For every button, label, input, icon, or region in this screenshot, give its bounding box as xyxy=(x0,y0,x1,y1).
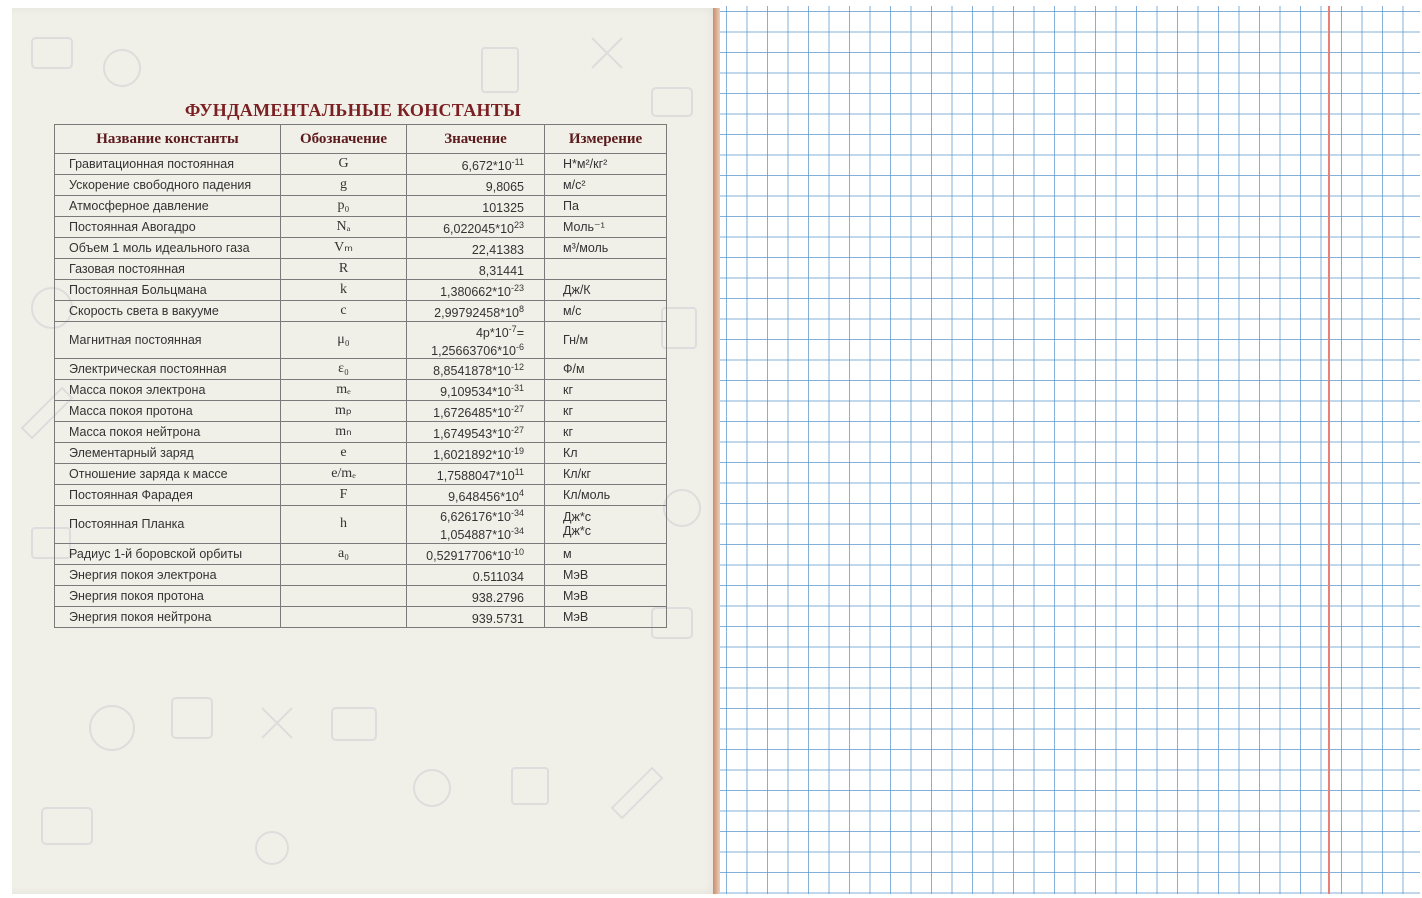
constant-value xyxy=(407,564,545,585)
constant-symbol xyxy=(281,564,407,585)
constant-unit xyxy=(545,154,667,175)
table-row xyxy=(55,380,667,401)
constant-name: Атмосферное давление xyxy=(55,196,281,217)
value-suffix: = xyxy=(516,326,524,341)
unit-line-2: Дж*с xyxy=(563,524,591,539)
unit-line: МэВ xyxy=(563,567,589,582)
table-row xyxy=(55,564,667,585)
constant-symbol: R xyxy=(281,259,407,280)
value-exponent: -23 xyxy=(510,282,524,293)
constant-value xyxy=(407,196,545,217)
constant-value xyxy=(407,506,545,543)
constant-value xyxy=(407,422,545,443)
constant-name: Объем 1 моль идеального газа xyxy=(55,238,281,259)
value-mantissa: 101325 xyxy=(482,201,524,216)
table-row xyxy=(55,359,667,380)
unit-line: Гн/м xyxy=(563,333,589,348)
value-exponent-2: -34 xyxy=(510,526,524,537)
value-mantissa: 1,6021892*10 xyxy=(433,448,511,463)
header-unit: Измерение xyxy=(545,125,667,154)
unit-line: Н*м²/кг² xyxy=(563,157,608,171)
constant-unit xyxy=(545,401,667,422)
value-mantissa: 9,109534*10 xyxy=(440,385,511,400)
value-exponent: 23 xyxy=(513,219,524,230)
unit-line: Па xyxy=(563,199,579,213)
table-row xyxy=(55,543,667,564)
constant-value xyxy=(407,280,545,301)
unit-line: МэВ xyxy=(563,609,589,624)
constant-unit xyxy=(545,301,667,322)
value-mantissa: 0,52917706*10 xyxy=(426,548,511,563)
constant-value xyxy=(407,543,545,564)
value-mantissa: 1,380662*10 xyxy=(440,285,511,300)
header-value: Значение xyxy=(407,125,545,154)
value-mantissa: 9,8065 xyxy=(485,180,524,195)
unit-line: Дж*с xyxy=(563,510,591,525)
constant-symbol: c xyxy=(281,301,407,322)
value-mantissa: 8,8541878*10 xyxy=(433,364,511,379)
constant-symbol: h xyxy=(281,506,407,543)
value-mantissa: 22,41383 xyxy=(471,243,524,258)
constant-unit xyxy=(545,359,667,380)
constant-value xyxy=(407,464,545,485)
table-row xyxy=(55,238,667,259)
constant-name: Отношение заряда к массе xyxy=(55,464,281,485)
constant-unit xyxy=(545,217,667,238)
header-symbol: Обозначение xyxy=(281,125,407,154)
constant-name: Масса покоя нейтрона xyxy=(55,422,281,443)
constant-unit xyxy=(545,443,667,464)
constant-name: Магнитная постоянная xyxy=(55,322,281,359)
constant-unit xyxy=(545,564,667,585)
value-exponent: 4 xyxy=(518,488,524,499)
constant-name: Энергия покоя протона xyxy=(55,585,281,606)
constant-name: Скорость света в вакууме xyxy=(55,301,281,322)
table-row xyxy=(55,217,667,238)
value-mantissa: 1,6749543*10 xyxy=(433,427,511,442)
grid-page xyxy=(720,6,1420,894)
constants-table xyxy=(54,124,667,628)
value-mantissa: 1,7588047*10 xyxy=(436,469,515,484)
constant-symbol: mₑ xyxy=(281,380,407,401)
value-mantissa-2: 1,054887*10 xyxy=(440,528,511,543)
constant-unit xyxy=(545,464,667,485)
constant-symbol: ε₀ xyxy=(281,359,407,380)
unit-line: м xyxy=(563,546,572,561)
value-mantissa: 4p*10 xyxy=(475,326,509,341)
constant-symbol: μ₀ xyxy=(281,322,407,359)
constant-name: Элементарный заряд xyxy=(55,443,281,464)
table-row xyxy=(55,322,667,359)
constant-value xyxy=(407,238,545,259)
constant-value xyxy=(407,175,545,196)
constant-unit xyxy=(545,422,667,443)
table-row xyxy=(55,301,667,322)
constant-unit xyxy=(545,196,667,217)
unit-line: кг xyxy=(563,425,574,440)
unit-line: м/с² xyxy=(563,178,586,192)
table-row xyxy=(55,606,667,627)
constant-value xyxy=(407,585,545,606)
constant-symbol: mₚ xyxy=(281,401,407,422)
unit-line: Ф/м xyxy=(563,362,585,377)
constant-name: Постоянная Планка xyxy=(55,506,281,543)
constant-name: Энергия покоя электрона xyxy=(55,564,281,585)
constant-name: Гравитационная постоянная xyxy=(55,154,281,175)
value-mantissa: 9,648456*10 xyxy=(448,490,519,505)
value-exponent: -27 xyxy=(510,404,524,415)
constant-symbol: e/mₑ xyxy=(281,464,407,485)
constant-value xyxy=(407,485,545,506)
constant-unit xyxy=(545,238,667,259)
constant-value xyxy=(407,154,545,175)
table-row xyxy=(55,401,667,422)
table-row xyxy=(55,175,667,196)
value-exponent: -19 xyxy=(510,446,524,457)
constant-name: Постоянная Фарадея xyxy=(55,485,281,506)
constant-value xyxy=(407,359,545,380)
header-name: Название константы xyxy=(55,125,281,154)
unit-line: Кл xyxy=(563,446,578,461)
constant-unit xyxy=(545,322,667,359)
table-row xyxy=(55,154,667,175)
constant-symbol: Nₐ xyxy=(281,217,407,238)
value-mantissa: 939.5731 xyxy=(471,611,524,626)
constant-symbol: e xyxy=(281,443,407,464)
constant-value xyxy=(407,606,545,627)
constant-value xyxy=(407,380,545,401)
constant-value xyxy=(407,301,545,322)
constant-unit xyxy=(545,506,667,543)
value-mantissa-2: 1,25663706*10 xyxy=(431,344,516,359)
constant-name: Энергия покоя нейтрона xyxy=(55,606,281,627)
value-exponent-2: -6 xyxy=(515,342,524,353)
constant-symbol: g xyxy=(281,175,407,196)
table-row xyxy=(55,443,667,464)
constant-symbol: p₀ xyxy=(281,196,407,217)
table-header-row xyxy=(55,125,667,154)
value-exponent: -7 xyxy=(508,324,517,334)
constant-name: Радиус 1-й боровской орбиты xyxy=(55,543,281,564)
unit-line: м³/моль xyxy=(563,241,609,255)
constant-name: Электрическая постоянная xyxy=(55,359,281,380)
value-exponent: -12 xyxy=(510,362,524,373)
table-row xyxy=(55,464,667,485)
constant-unit xyxy=(545,585,667,606)
constant-value xyxy=(407,322,545,359)
constant-value xyxy=(407,217,545,238)
table-row xyxy=(55,506,667,543)
constant-unit xyxy=(545,543,667,564)
value-mantissa: 938.2796 xyxy=(471,590,524,605)
constant-unit xyxy=(545,606,667,627)
constant-symbol xyxy=(281,585,407,606)
constant-symbol: F xyxy=(281,485,407,506)
value-mantissa: 8,31441 xyxy=(478,264,524,279)
constant-symbol xyxy=(281,606,407,627)
constant-name: Масса покоя электрона xyxy=(55,380,281,401)
page-title: ФУНДАМЕНТАЛЬНЫЕ КОНСТАНТЫ xyxy=(184,100,522,120)
unit-line: Кл/моль xyxy=(563,488,611,503)
constant-name: Масса покоя протона xyxy=(55,401,281,422)
constant-value xyxy=(407,259,545,280)
constant-unit xyxy=(545,259,667,280)
unit-line: МэВ xyxy=(563,588,589,603)
unit-line: кг xyxy=(563,383,574,398)
value-mantissa: 6,626176*10 xyxy=(440,510,511,525)
value-exponent: -11 xyxy=(511,156,524,167)
value-exponent: 8 xyxy=(518,303,524,314)
constant-name: Постоянная Авогадро xyxy=(55,217,281,238)
table-row xyxy=(55,196,667,217)
constant-symbol: a₀ xyxy=(281,543,407,564)
value-exponent: -27 xyxy=(510,425,524,436)
constant-symbol: G xyxy=(281,154,407,175)
value-exponent: -31 xyxy=(510,383,524,394)
table-row xyxy=(55,422,667,443)
unit-line: Моль⁻¹ xyxy=(563,220,605,234)
constant-value xyxy=(407,443,545,464)
constant-name: Постоянная Больцмана xyxy=(55,280,281,301)
constant-symbol: Vₘ xyxy=(281,238,407,259)
unit-line: Дж/К xyxy=(563,283,591,297)
table-row xyxy=(55,585,667,606)
value-exponent: -10 xyxy=(510,546,524,557)
table-row xyxy=(55,259,667,280)
value-mantissa: 6,022045*10 xyxy=(443,222,514,237)
value-exponent: -34 xyxy=(510,508,524,519)
unit-line: Кл/кг xyxy=(563,467,592,482)
constant-symbol: k xyxy=(281,280,407,301)
constant-unit xyxy=(545,380,667,401)
constant-name: Ускорение свободного падения xyxy=(55,175,281,196)
value-mantissa: 1,6726485*10 xyxy=(433,406,511,421)
unit-line: кг xyxy=(563,404,574,419)
value-mantissa: 2,99792458*10 xyxy=(434,306,519,321)
table-row xyxy=(55,485,667,506)
constant-name: Газовая постоянная xyxy=(55,259,281,280)
constant-unit xyxy=(545,280,667,301)
constant-unit xyxy=(545,175,667,196)
value-mantissa: 0.511034 xyxy=(472,569,524,584)
constant-value xyxy=(407,401,545,422)
unit-line: м/с xyxy=(563,304,582,318)
constant-symbol: mₙ xyxy=(281,422,407,443)
value-exponent: 11 xyxy=(514,467,524,478)
value-mantissa: 6,672*10 xyxy=(461,159,512,174)
constant-unit xyxy=(545,485,667,506)
table-row xyxy=(55,280,667,301)
margin-line xyxy=(1328,6,1330,894)
